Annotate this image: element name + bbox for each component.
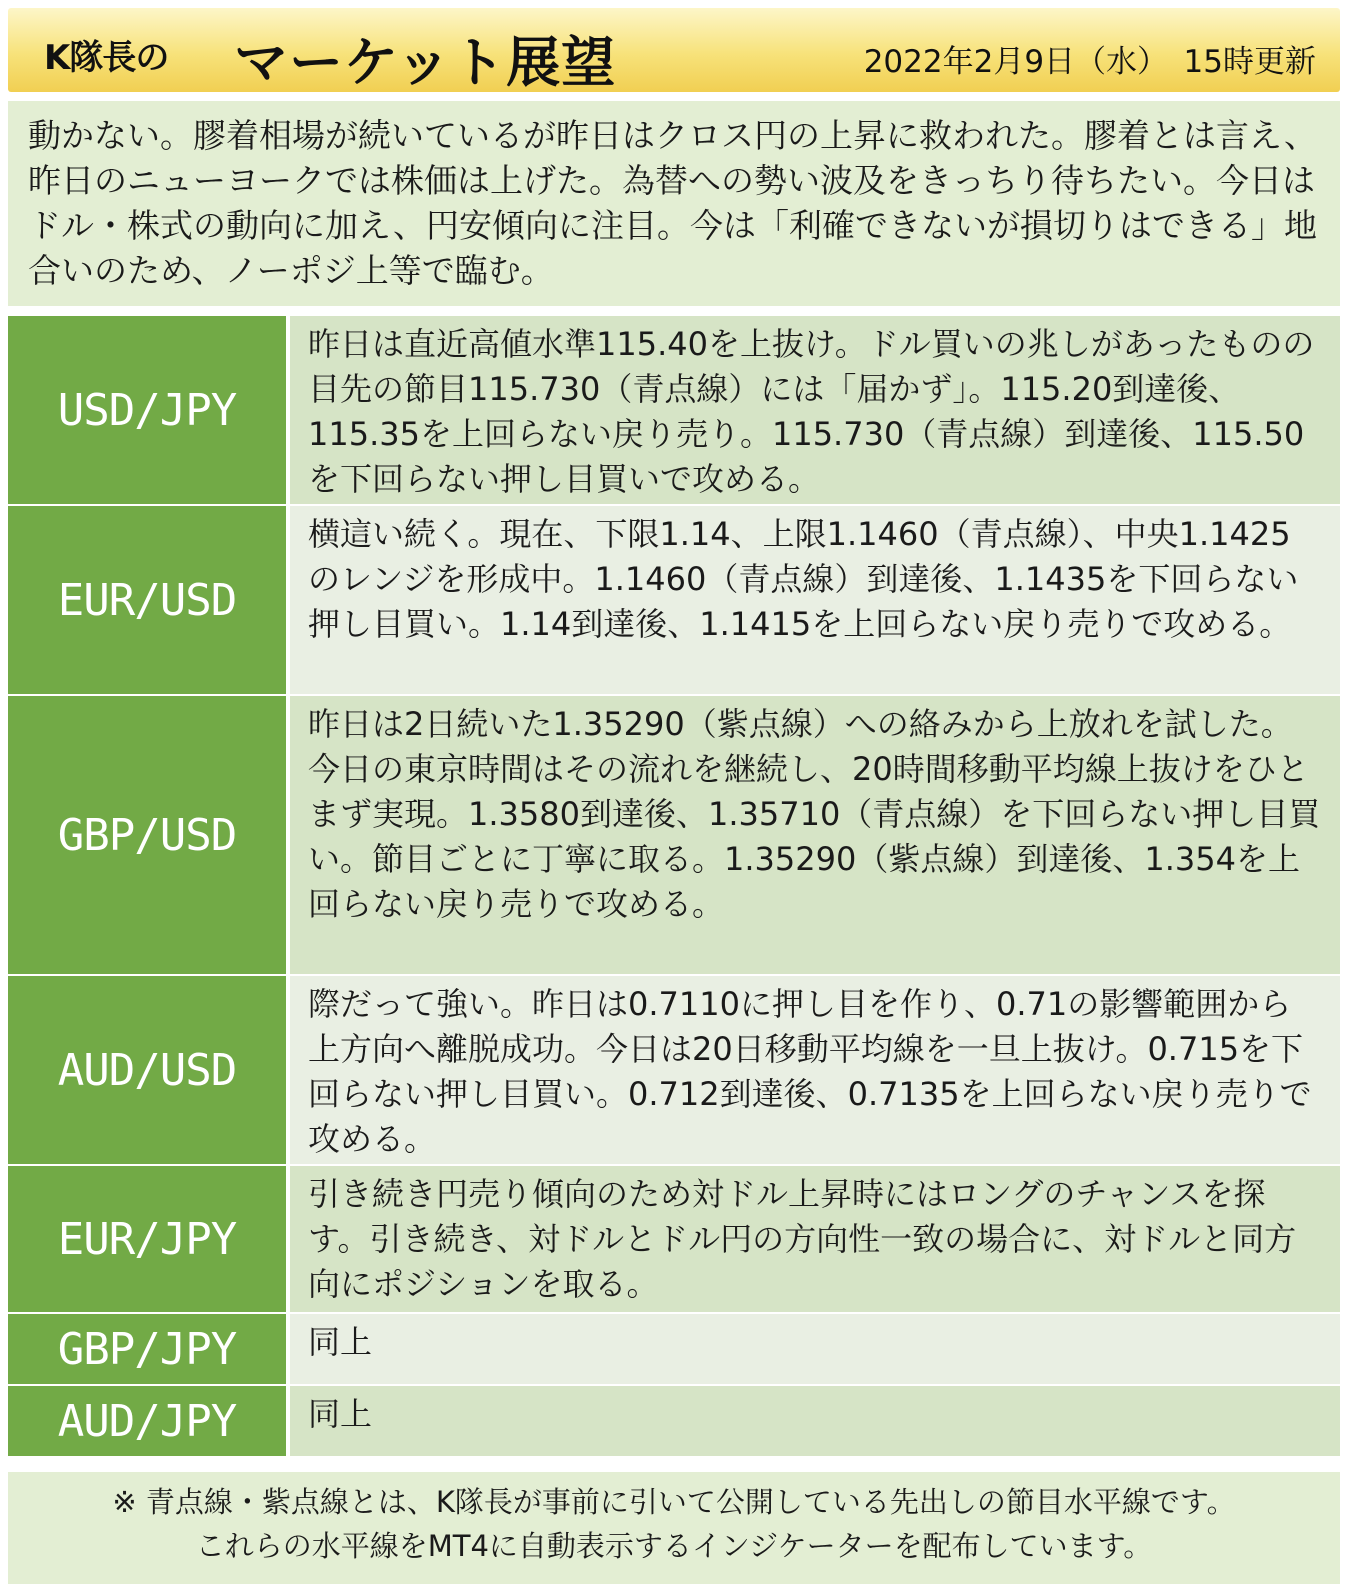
pair-comment-audjpy: 同上 — [290, 1386, 1340, 1456]
update-date: 2022年2月9日（水） 15時更新 — [863, 44, 1316, 80]
pair-label-eurjpy: EUR/JPY — [8, 1166, 290, 1312]
table-row — [8, 1384, 1340, 1456]
market-summary: 動かない。膠着相場が続いているが昨日はクロス円の上昇に救われた。膠着とは言え、昨日のニューヨークでは株価は上げた。為替への勢い波及をきっちり待ちたい。今日はドル・株式の動向に加え、円安傾向に注目。今は「利確できないが損切りはできる」地合いのため、ノーポジ上等で臨む。 — [8, 101, 1340, 306]
pair-comment-gbpjpy: 同上 — [290, 1314, 1340, 1384]
pair-label-audusd: AUD/USD — [8, 976, 290, 1164]
table-row — [8, 974, 1340, 1164]
pair-label-audjpy: AUD/JPY — [8, 1386, 290, 1456]
header-banner — [8, 8, 1340, 92]
brand-name: K隊長の — [44, 38, 169, 78]
table-row — [8, 504, 1340, 694]
pair-label-eurusd: EUR/USD — [8, 506, 290, 694]
pair-comment-gbpusd: 昨日は2日続いた1.35290（紫点線）への絡みから上放れを試した。今日の東京時間はその流れを継続し、20時間移動平均線上抜けをひとまず実現。1.3580到達後、1.35710（青点線）を下回らない押し目買い。節目ごとに丁寧に取る。1.35290（紫点線）到達後、1.354を上回らない戻り売りで攻める。 — [290, 696, 1340, 974]
pair-comment-usdjpy: 昨日は直近高値水準115.40を上抜け。ドル買いの兆しがあったものの目先の節目115.730（青点線）には「届かず」。115.20到達後、115.35を上回らない戻り売り。115.730（青点線）到達後、115.50を下回らない押し目買いで攻める。 — [290, 316, 1340, 504]
pair-label-gbpusd: GBP/USD — [8, 696, 290, 974]
table-row — [8, 1164, 1340, 1312]
pair-comment-eurusd: 横這い続く。現在、下限1.14、上限1.1460（青点線）、中央1.1425のレンジを形成中。1.1460（青点線）到達後、1.1435を下回らない押し目買い。1.14到達後、1.1415を上回らない戻り売りで攻める。 — [290, 506, 1340, 694]
table-row — [8, 316, 1340, 504]
pair-comment-audusd: 際だって強い。昨日は0.7110に押し目を作り、0.71の影響範囲から上方向へ離脱成功。今日は20日移動平均線を一旦上抜け。0.715を下回らない押し目買い。0.712到達後、0.7135を上回らない戻り売りで攻める。 — [290, 976, 1340, 1164]
pair-table — [8, 316, 1340, 1456]
table-row — [8, 694, 1340, 974]
table-row — [8, 1312, 1340, 1384]
footnote-line-1: ※ 青点線・紫点線とは、K隊長が事前に引いて公開している先出しの節目水平線です。 — [112, 1485, 1236, 1519]
pair-comment-eurjpy: 引き続き円売り傾向のため対ドル上昇時にはロングのチャンスを探す。引き続き、対ドルとドル円の方向性一致の場合に、対ドルと同方向にポジションを取る。 — [290, 1166, 1340, 1312]
page-title: マーケット展望 — [234, 30, 617, 94]
footnote — [8, 1472, 1340, 1584]
footnote-line-2: これらの水平線をMT4に自動表示するインジケーターを配布しています。 — [195, 1529, 1153, 1563]
pair-label-gbpjpy: GBP/JPY — [8, 1314, 290, 1384]
pair-label-usdjpy: USD/JPY — [8, 316, 290, 504]
